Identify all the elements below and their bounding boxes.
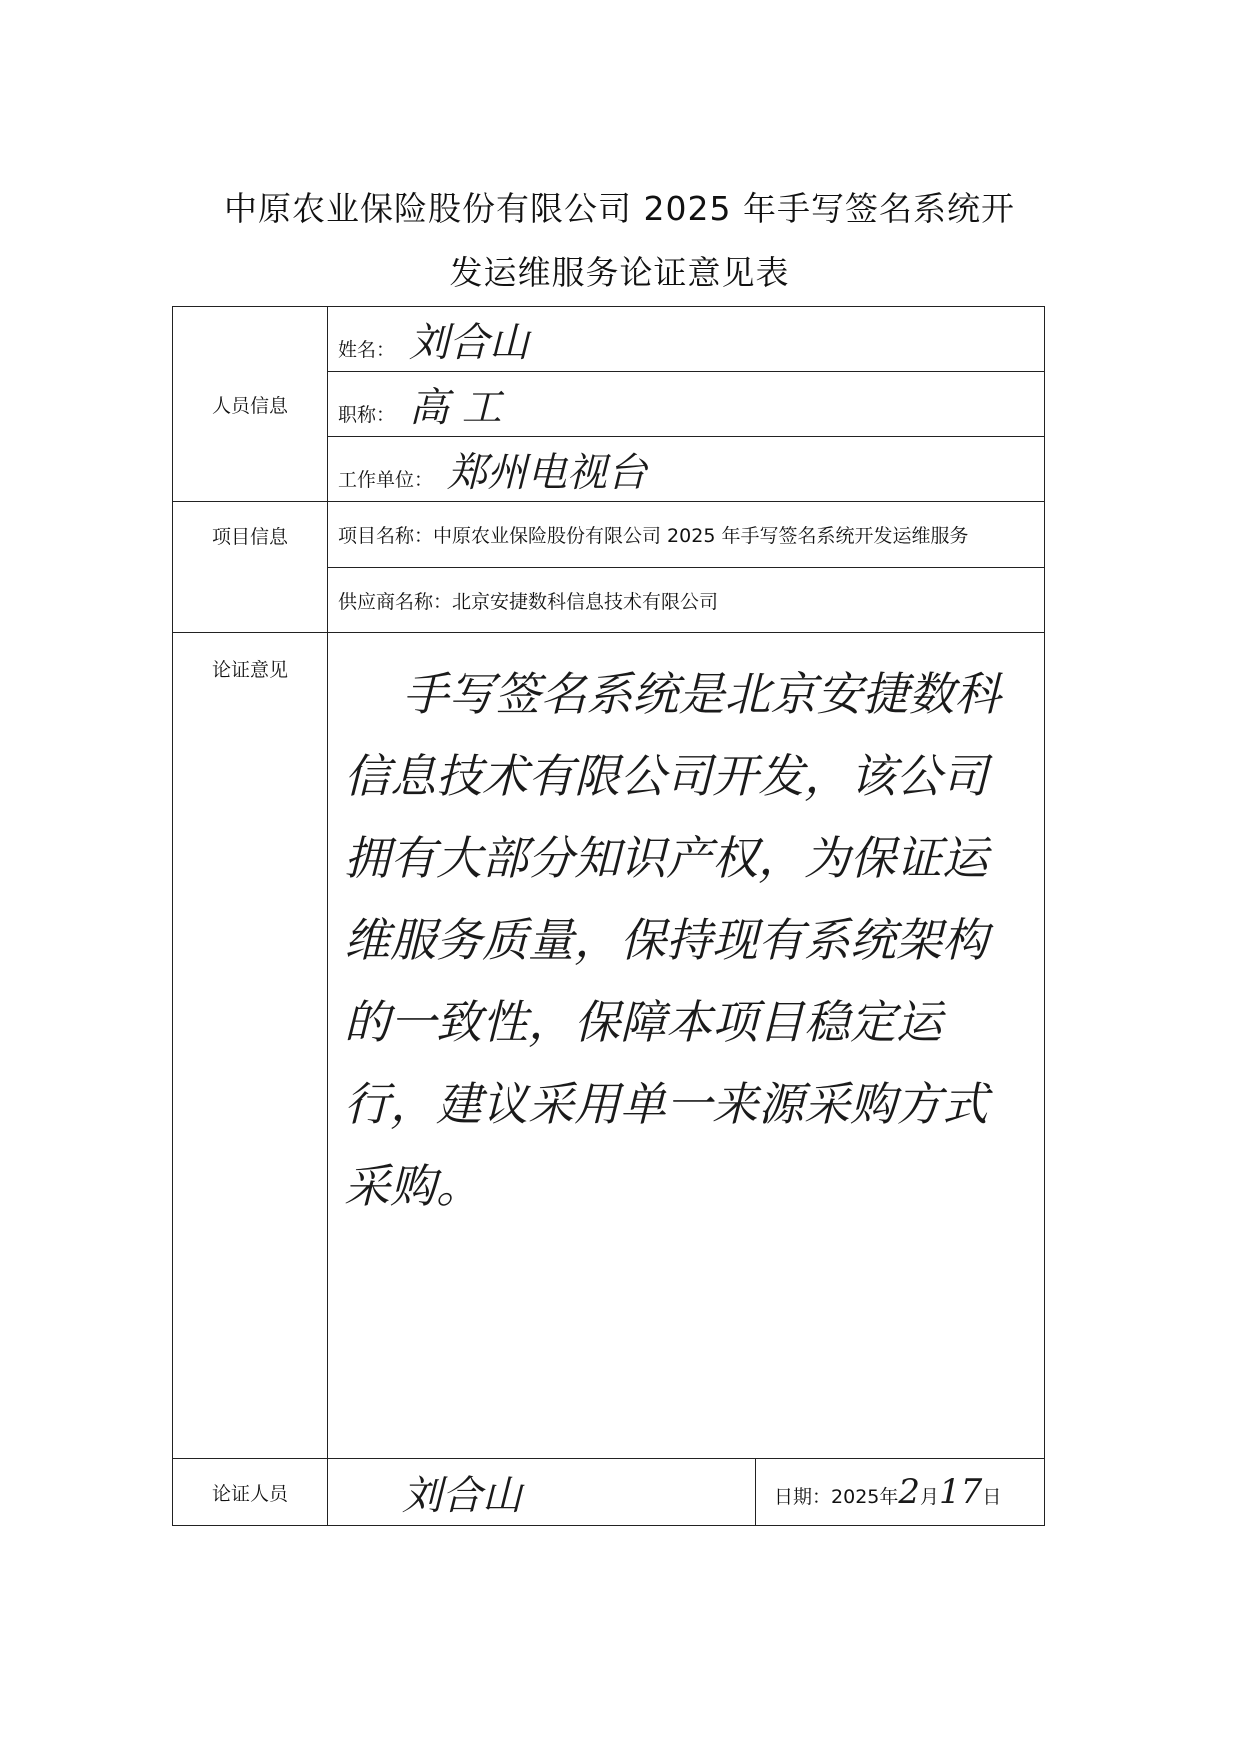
opinion-label: 论证意见 bbox=[173, 633, 328, 1459]
project-name-value: 中原农业保险股份有限公司 2025 年手写签名系统开发运维服务 bbox=[433, 525, 969, 547]
title-row bbox=[328, 372, 1045, 437]
document-title-line-1: 中原农业保险股份有限公司 2025 年手写签名系统开 bbox=[224, 189, 1015, 228]
supplier-value: 北京安捷数科信息技术有限公司 bbox=[452, 590, 719, 613]
name-label: 姓名： bbox=[338, 338, 396, 361]
work-unit-label: 工作单位： bbox=[338, 468, 434, 491]
date-cell bbox=[756, 1459, 1045, 1526]
signer-label: 论证人员 bbox=[173, 1459, 328, 1526]
document-title-line-2: 发运维服务论证意见表 bbox=[449, 253, 790, 292]
date-day-handwritten: 17 bbox=[939, 1472, 983, 1512]
opinion-handwritten-text: 手写签名系统是北京安捷数科信息技术有限公司开发，该公司拥有大部分知识产权，为保证运维服务质量，保持现有系统架构的一致性，保障本项目稳定运行，建议采用单一来源采购方式采购。 bbox=[344, 667, 1001, 1213]
date-day-suffix: 日 bbox=[982, 1486, 1002, 1508]
date-label: 日期： bbox=[774, 1486, 832, 1508]
date-year-suffix: 年 bbox=[879, 1486, 899, 1508]
signature-cell bbox=[328, 1459, 756, 1526]
job-title-label: 职称： bbox=[338, 403, 396, 426]
date-year: 2025 bbox=[831, 1486, 880, 1508]
evaluation-form-table bbox=[172, 306, 1045, 1526]
personnel-info-label: 人员信息 bbox=[173, 307, 328, 502]
project-name-label: 项目名称： bbox=[338, 525, 434, 547]
date-month-handwritten: 2 bbox=[898, 1472, 921, 1512]
opinion-cell bbox=[328, 633, 1045, 1459]
name-row bbox=[328, 307, 1045, 372]
project-name-row bbox=[328, 502, 1045, 568]
job-title-handwritten: 高 工 bbox=[409, 384, 502, 431]
work-unit-handwritten: 郑州电视台 bbox=[447, 449, 648, 496]
supplier-row bbox=[328, 568, 1045, 633]
date-month-suffix: 月 bbox=[920, 1486, 940, 1508]
supplier-label: 供应商名称： bbox=[338, 590, 453, 613]
unit-row bbox=[328, 437, 1045, 502]
name-handwritten: 刘合山 bbox=[409, 319, 530, 366]
handwritten-signature: 刘合山 bbox=[402, 1472, 522, 1519]
project-info-label: 项目信息 bbox=[173, 502, 328, 633]
